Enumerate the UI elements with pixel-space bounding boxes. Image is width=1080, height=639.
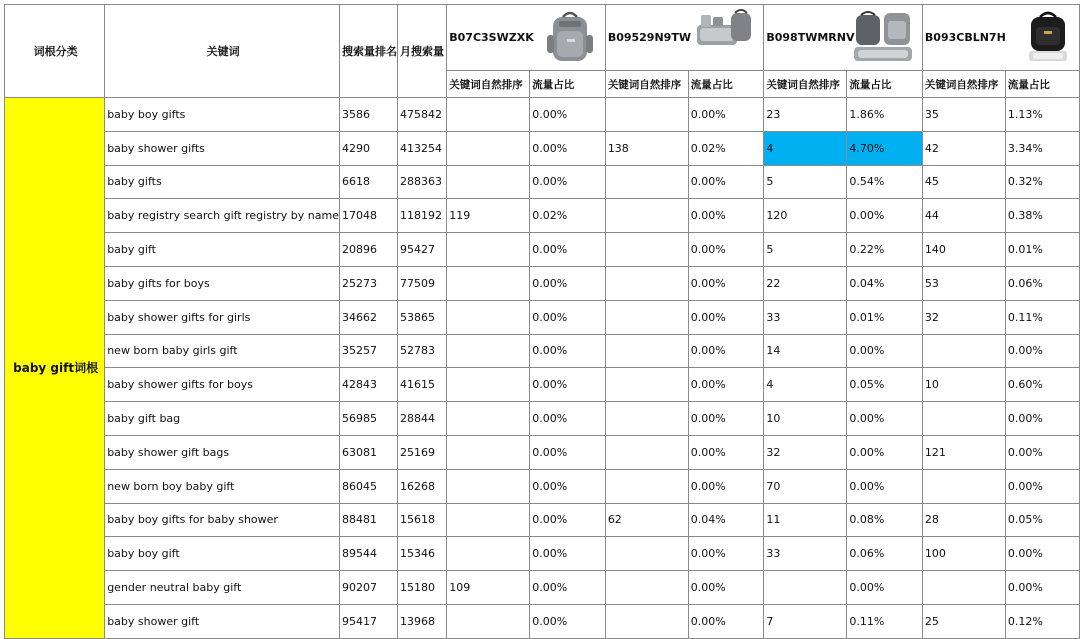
organic-rank-cell[interactable]: 4 bbox=[764, 131, 847, 165]
organic-rank-cell[interactable]: 7 bbox=[764, 604, 847, 638]
traffic-share-cell[interactable]: 0.05% bbox=[1005, 503, 1079, 537]
keyword-cell[interactable]: new born baby girls gift bbox=[105, 334, 340, 368]
organic-rank-cell[interactable] bbox=[605, 604, 688, 638]
monthly-search-cell[interactable]: 13968 bbox=[397, 604, 446, 638]
organic-rank-cell[interactable]: 44 bbox=[922, 199, 1005, 233]
organic-rank-cell[interactable] bbox=[605, 199, 688, 233]
diaper-bag-bassinet-icon bbox=[695, 9, 757, 49]
traffic-share-cell[interactable]: 1.13% bbox=[1005, 98, 1079, 132]
organic-rank-cell[interactable] bbox=[605, 98, 688, 132]
organic-rank-cell[interactable] bbox=[447, 537, 530, 571]
traffic-share-cell[interactable]: 4.70% bbox=[847, 131, 923, 165]
search-rank-cell[interactable]: 20896 bbox=[339, 233, 397, 267]
keyword-cell[interactable]: baby boy gift bbox=[105, 537, 340, 571]
organic-rank-cell[interactable]: 62 bbox=[605, 503, 688, 537]
organic-rank-cell[interactable] bbox=[605, 300, 688, 334]
organic-rank-cell[interactable]: 10 bbox=[922, 368, 1005, 402]
organic-rank-cell[interactable] bbox=[447, 98, 530, 132]
traffic-share-cell[interactable]: 0.00% bbox=[688, 300, 764, 334]
traffic-share-cell[interactable]: 0.00% bbox=[847, 469, 923, 503]
organic-rank-cell[interactable] bbox=[447, 402, 530, 436]
monthly-search-cell[interactable]: 95427 bbox=[397, 233, 446, 267]
traffic-share-cell[interactable]: 0.00% bbox=[688, 233, 764, 267]
traffic-share-cell[interactable]: 0.05% bbox=[847, 368, 923, 402]
traffic-share-cell[interactable]: 0.00% bbox=[847, 435, 923, 469]
traffic-share-cell[interactable]: 0.00% bbox=[530, 334, 606, 368]
table-row bbox=[5, 469, 1080, 503]
traffic-share-cell[interactable]: 0.00% bbox=[688, 604, 764, 638]
organic-rank-cell[interactable]: 138 bbox=[605, 131, 688, 165]
organic-rank-cell[interactable]: 5 bbox=[764, 233, 847, 267]
organic-rank-cell[interactable] bbox=[922, 571, 1005, 605]
header-traffic-share: 流量占比 bbox=[530, 71, 606, 98]
monthly-search-cell[interactable]: 15618 bbox=[397, 503, 446, 537]
organic-rank-cell[interactable]: 70 bbox=[764, 469, 847, 503]
organic-rank-cell[interactable]: 120 bbox=[764, 199, 847, 233]
traffic-share-cell[interactable]: 0.38% bbox=[1005, 199, 1079, 233]
traffic-share-cell[interactable]: 0.00% bbox=[688, 402, 764, 436]
traffic-share-cell[interactable]: 0.00% bbox=[1005, 537, 1079, 571]
table-row bbox=[5, 604, 1080, 638]
traffic-share-cell[interactable]: 0.01% bbox=[847, 300, 923, 334]
traffic-share-cell[interactable]: 0.32% bbox=[1005, 165, 1079, 199]
organic-rank-cell[interactable] bbox=[447, 503, 530, 537]
traffic-share-cell[interactable]: 0.00% bbox=[1005, 334, 1079, 368]
header-traffic-share: 流量占比 bbox=[688, 71, 764, 98]
traffic-share-cell[interactable]: 0.00% bbox=[688, 368, 764, 402]
organic-rank-cell[interactable]: 23 bbox=[764, 98, 847, 132]
traffic-share-cell[interactable]: 0.00% bbox=[688, 266, 764, 300]
category-cell[interactable]: baby gift词根 bbox=[5, 98, 105, 639]
traffic-share-cell[interactable]: 0.00% bbox=[847, 334, 923, 368]
traffic-share-cell[interactable]: 1.86% bbox=[847, 98, 923, 132]
monthly-search-cell[interactable]: 77509 bbox=[397, 266, 446, 300]
traffic-share-cell[interactable]: 0.08% bbox=[847, 503, 923, 537]
header-organic-rank: 关键词自然排序 bbox=[764, 71, 847, 98]
traffic-share-cell[interactable]: 0.00% bbox=[1005, 571, 1079, 605]
search-rank-cell[interactable]: 42843 bbox=[339, 368, 397, 402]
table-row bbox=[5, 402, 1080, 436]
header-traffic-share: 流量占比 bbox=[847, 71, 923, 98]
keyword-cell[interactable]: gender neutral baby gift bbox=[105, 571, 340, 605]
keyword-cell[interactable]: baby shower gifts for boys bbox=[105, 368, 340, 402]
search-rank-cell[interactable]: 35257 bbox=[339, 334, 397, 368]
keyword-cell[interactable]: baby boy gifts bbox=[105, 98, 340, 132]
keyword-cell[interactable]: baby shower gifts bbox=[105, 131, 340, 165]
traffic-share-cell[interactable]: 0.00% bbox=[530, 98, 606, 132]
organic-rank-cell[interactable]: 4 bbox=[764, 368, 847, 402]
asin-code: B093CBLN7H bbox=[924, 31, 1006, 44]
traffic-share-cell[interactable]: 0.00% bbox=[530, 402, 606, 436]
traffic-share-cell[interactable]: 0.00% bbox=[530, 266, 606, 300]
header-category: 词根分类 bbox=[5, 5, 105, 98]
traffic-share-cell[interactable]: 0.12% bbox=[1005, 604, 1079, 638]
traffic-share-cell[interactable]: 0.00% bbox=[530, 165, 606, 199]
traffic-share-cell[interactable]: 0.00% bbox=[530, 571, 606, 605]
header-organic-rank: 关键词自然排序 bbox=[922, 71, 1005, 98]
keyword-cell[interactable]: baby boy gifts for baby shower bbox=[105, 503, 340, 537]
organic-rank-cell[interactable] bbox=[605, 233, 688, 267]
organic-rank-cell[interactable] bbox=[605, 469, 688, 503]
organic-rank-cell[interactable]: 119 bbox=[447, 199, 530, 233]
traffic-share-cell[interactable]: 0.00% bbox=[1005, 469, 1079, 503]
organic-rank-cell[interactable]: 14 bbox=[764, 334, 847, 368]
organic-rank-cell[interactable] bbox=[922, 469, 1005, 503]
asin-header-1 bbox=[447, 5, 606, 71]
traffic-share-cell[interactable]: 0.00% bbox=[688, 435, 764, 469]
organic-rank-cell[interactable] bbox=[605, 165, 688, 199]
table-row bbox=[5, 571, 1080, 605]
organic-rank-cell[interactable] bbox=[605, 537, 688, 571]
organic-rank-cell[interactable]: 35 bbox=[922, 98, 1005, 132]
organic-rank-cell[interactable] bbox=[447, 300, 530, 334]
organic-rank-cell[interactable] bbox=[447, 604, 530, 638]
traffic-share-cell[interactable]: 0.00% bbox=[530, 233, 606, 267]
traffic-share-cell[interactable]: 0.00% bbox=[530, 604, 606, 638]
keyword-cell[interactable]: baby shower gift bbox=[105, 604, 340, 638]
table-row bbox=[5, 368, 1080, 402]
header-search-rank: 搜索量排名 bbox=[339, 5, 397, 98]
table-row bbox=[5, 503, 1080, 537]
traffic-share-cell[interactable]: 0.22% bbox=[847, 233, 923, 267]
organic-rank-cell[interactable]: 42 bbox=[922, 131, 1005, 165]
organic-rank-cell[interactable]: 109 bbox=[447, 571, 530, 605]
organic-rank-cell[interactable]: 33 bbox=[764, 537, 847, 571]
search-rank-cell[interactable]: 95417 bbox=[339, 604, 397, 638]
organic-rank-cell[interactable] bbox=[922, 334, 1005, 368]
organic-rank-cell[interactable] bbox=[447, 233, 530, 267]
asin-code: B098TWMRNV bbox=[766, 31, 855, 44]
header-keyword: 关键词 bbox=[105, 5, 340, 98]
traffic-share-cell[interactable]: 0.00% bbox=[530, 300, 606, 334]
table-row bbox=[5, 435, 1080, 469]
search-rank-cell[interactable]: 90207 bbox=[339, 571, 397, 605]
organic-rank-cell[interactable] bbox=[447, 266, 530, 300]
search-rank-cell[interactable]: 56985 bbox=[339, 402, 397, 436]
traffic-share-cell[interactable]: 0.04% bbox=[688, 503, 764, 537]
traffic-share-cell[interactable]: 0.00% bbox=[688, 469, 764, 503]
organic-rank-cell[interactable] bbox=[605, 402, 688, 436]
traffic-share-cell[interactable]: 0.04% bbox=[847, 266, 923, 300]
header-traffic-share: 流量占比 bbox=[1005, 71, 1079, 98]
traffic-share-cell[interactable]: 0.00% bbox=[688, 571, 764, 605]
monthly-search-cell[interactable]: 28844 bbox=[397, 402, 446, 436]
organic-rank-cell[interactable] bbox=[922, 402, 1005, 436]
header-organic-rank: 关键词自然排序 bbox=[447, 71, 530, 98]
table-row bbox=[5, 233, 1080, 267]
organic-rank-cell[interactable]: 10 bbox=[764, 402, 847, 436]
table-row bbox=[5, 165, 1080, 199]
traffic-share-cell[interactable]: 0.00% bbox=[530, 368, 606, 402]
traffic-share-cell[interactable]: 0.60% bbox=[1005, 368, 1079, 402]
organic-rank-cell[interactable]: 100 bbox=[922, 537, 1005, 571]
header-row bbox=[5, 5, 1080, 71]
organic-rank-cell[interactable]: 11 bbox=[764, 503, 847, 537]
header-organic-rank: 关键词自然排序 bbox=[605, 71, 688, 98]
keyword-cell[interactable]: new born boy baby gift bbox=[105, 469, 340, 503]
keyword-cell[interactable]: baby gifts bbox=[105, 165, 340, 199]
traffic-share-cell[interactable]: 0.00% bbox=[688, 334, 764, 368]
traffic-share-cell[interactable]: 0.00% bbox=[530, 131, 606, 165]
traffic-share-cell[interactable]: 0.00% bbox=[847, 199, 923, 233]
organic-rank-cell[interactable]: 45 bbox=[922, 165, 1005, 199]
organic-rank-cell[interactable]: 25 bbox=[922, 604, 1005, 638]
traffic-share-cell[interactable]: 0.00% bbox=[688, 165, 764, 199]
organic-rank-cell[interactable] bbox=[447, 334, 530, 368]
monthly-search-cell[interactable]: 118192 bbox=[397, 199, 446, 233]
monthly-search-cell[interactable]: 53865 bbox=[397, 300, 446, 334]
traffic-share-cell[interactable]: 0.01% bbox=[1005, 233, 1079, 267]
organic-rank-cell[interactable] bbox=[605, 266, 688, 300]
traffic-share-cell[interactable]: 0.11% bbox=[847, 604, 923, 638]
traffic-share-cell[interactable]: 0.00% bbox=[847, 571, 923, 605]
monthly-search-cell[interactable]: 15180 bbox=[397, 571, 446, 605]
monthly-search-cell[interactable]: 25169 bbox=[397, 435, 446, 469]
organic-rank-cell[interactable] bbox=[447, 165, 530, 199]
search-rank-cell[interactable]: 63081 bbox=[339, 435, 397, 469]
search-rank-cell[interactable]: 4290 bbox=[339, 131, 397, 165]
header-monthly-search: 月搜索量 bbox=[397, 5, 446, 98]
organic-rank-cell[interactable] bbox=[447, 469, 530, 503]
traffic-share-cell[interactable]: 0.11% bbox=[1005, 300, 1079, 334]
keyword-cell[interactable]: baby shower gift bags bbox=[105, 435, 340, 469]
search-rank-cell[interactable]: 6618 bbox=[339, 165, 397, 199]
organic-rank-cell[interactable]: 121 bbox=[922, 435, 1005, 469]
keyword-cell[interactable]: baby gift bag bbox=[105, 402, 340, 436]
monthly-search-cell[interactable]: 15346 bbox=[397, 537, 446, 571]
monthly-search-cell[interactable]: 413254 bbox=[397, 131, 446, 165]
keyword-table bbox=[4, 4, 1080, 639]
gray-backpack-icon bbox=[539, 9, 599, 65]
keyword-cell[interactable]: baby registry search gift registry by name bbox=[105, 199, 340, 233]
search-rank-cell[interactable]: 86045 bbox=[339, 469, 397, 503]
traffic-share-cell[interactable]: 0.02% bbox=[688, 131, 764, 165]
search-rank-cell[interactable]: 34662 bbox=[339, 300, 397, 334]
table-row bbox=[5, 199, 1080, 233]
search-rank-cell[interactable]: 25273 bbox=[339, 266, 397, 300]
monthly-search-cell[interactable]: 41615 bbox=[397, 368, 446, 402]
traffic-share-cell[interactable]: 0.00% bbox=[688, 199, 764, 233]
asin-code: B09529N9TW bbox=[607, 31, 691, 44]
keyword-cell[interactable]: baby gift bbox=[105, 233, 340, 267]
table-row bbox=[5, 98, 1080, 132]
monthly-search-cell[interactable]: 16268 bbox=[397, 469, 446, 503]
traffic-share-cell[interactable]: 0.00% bbox=[530, 537, 606, 571]
organic-rank-cell[interactable] bbox=[764, 571, 847, 605]
monthly-search-cell[interactable]: 288363 bbox=[397, 165, 446, 199]
organic-rank-cell[interactable]: 53 bbox=[922, 266, 1005, 300]
organic-rank-cell[interactable]: 32 bbox=[764, 435, 847, 469]
table-row bbox=[5, 537, 1080, 571]
asin-header-2 bbox=[605, 5, 764, 71]
traffic-share-cell[interactable]: 0.00% bbox=[688, 537, 764, 571]
traffic-share-cell[interactable]: 0.54% bbox=[847, 165, 923, 199]
table-body bbox=[5, 98, 1080, 639]
monthly-search-cell[interactable]: 52783 bbox=[397, 334, 446, 368]
traffic-share-cell[interactable]: 0.00% bbox=[530, 435, 606, 469]
black-backpack-icon bbox=[1023, 9, 1073, 65]
asin-code: B07C3SWZXK bbox=[449, 31, 534, 44]
organic-rank-cell[interactable]: 140 bbox=[922, 233, 1005, 267]
keyword-cell[interactable]: baby shower gifts for girls bbox=[105, 300, 340, 334]
traffic-share-cell[interactable]: 0.00% bbox=[688, 98, 764, 132]
table-row bbox=[5, 131, 1080, 165]
traffic-share-cell[interactable]: 0.00% bbox=[530, 503, 606, 537]
traffic-share-cell[interactable]: 0.00% bbox=[530, 469, 606, 503]
organic-rank-cell[interactable]: 33 bbox=[764, 300, 847, 334]
organic-rank-cell[interactable]: 28 bbox=[922, 503, 1005, 537]
traffic-share-cell[interactable]: 0.06% bbox=[847, 537, 923, 571]
organic-rank-cell[interactable]: 22 bbox=[764, 266, 847, 300]
organic-rank-cell[interactable] bbox=[447, 131, 530, 165]
table-row bbox=[5, 266, 1080, 300]
search-rank-cell[interactable]: 89544 bbox=[339, 537, 397, 571]
traffic-share-cell[interactable]: 0.00% bbox=[1005, 435, 1079, 469]
traffic-share-cell[interactable]: 3.34% bbox=[1005, 131, 1079, 165]
table-row bbox=[5, 334, 1080, 368]
organic-rank-cell[interactable] bbox=[605, 334, 688, 368]
asin-header-3 bbox=[764, 5, 923, 71]
organic-rank-cell[interactable] bbox=[447, 435, 530, 469]
traffic-share-cell[interactable]: 0.00% bbox=[1005, 402, 1079, 436]
table-row bbox=[5, 300, 1080, 334]
search-rank-cell[interactable]: 17048 bbox=[339, 199, 397, 233]
search-rank-cell[interactable]: 3586 bbox=[339, 98, 397, 132]
gray-bag-bundle-icon bbox=[850, 9, 916, 65]
organic-rank-cell[interactable] bbox=[605, 368, 688, 402]
monthly-search-cell[interactable]: 475842 bbox=[397, 98, 446, 132]
organic-rank-cell[interactable] bbox=[605, 435, 688, 469]
organic-rank-cell[interactable]: 5 bbox=[764, 165, 847, 199]
traffic-share-cell[interactable]: 0.00% bbox=[847, 402, 923, 436]
organic-rank-cell[interactable] bbox=[605, 571, 688, 605]
search-rank-cell[interactable]: 88481 bbox=[339, 503, 397, 537]
traffic-share-cell[interactable]: 0.06% bbox=[1005, 266, 1079, 300]
organic-rank-cell[interactable] bbox=[447, 368, 530, 402]
asin-header-4 bbox=[922, 5, 1079, 71]
organic-rank-cell[interactable]: 32 bbox=[922, 300, 1005, 334]
traffic-share-cell[interactable]: 0.02% bbox=[530, 199, 606, 233]
keyword-cell[interactable]: baby gifts for boys bbox=[105, 266, 340, 300]
